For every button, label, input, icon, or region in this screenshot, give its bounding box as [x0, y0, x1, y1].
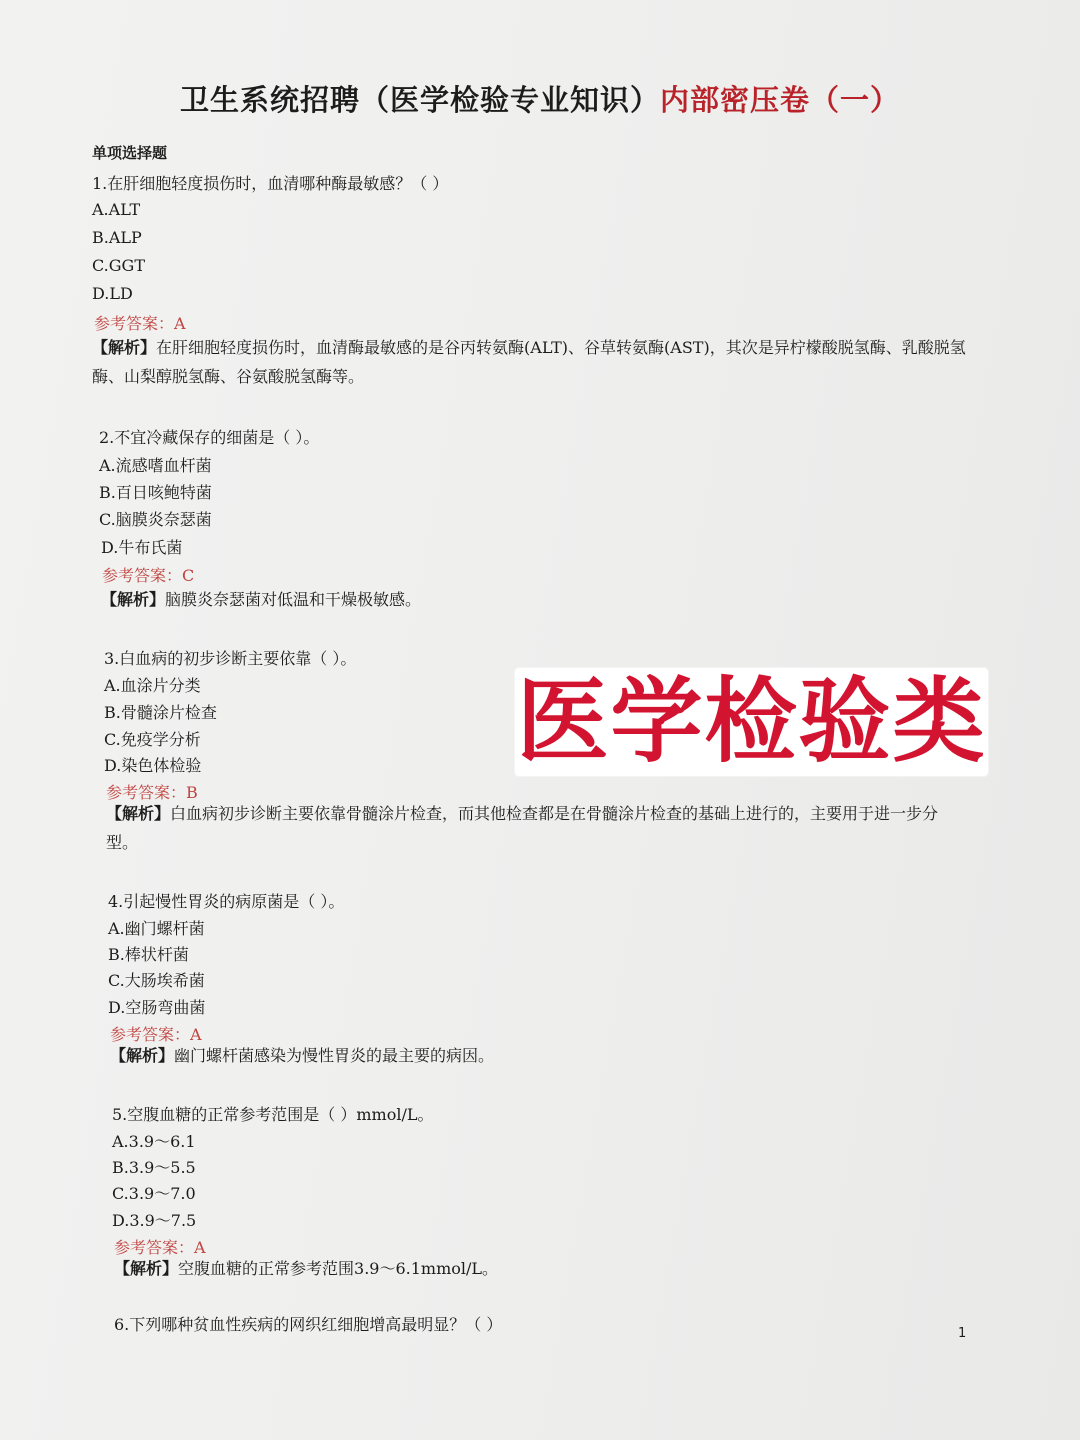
explanation-tag: 【解析】	[92, 338, 157, 357]
option: C.GGT	[92, 256, 145, 275]
explanation	[110, 1041, 950, 1070]
option: C.脑膜炎奈瑟菌	[99, 510, 212, 529]
option: C.免疫学分析	[104, 730, 201, 749]
title-highlight: 内部密压卷（一）	[660, 83, 901, 117]
option: D.3.9～7.5	[112, 1211, 197, 1230]
explanation-text: 在肝细胞轻度损伤时，血清酶最敏感的是谷丙转氨酶(ALT)、谷草转氨酶(AST)，其次是异柠檬酸脱氢酶、乳酸脱氢酶、山梨醇脱氢酶、谷氨酸脱氢酶等。	[92, 338, 966, 386]
option: D.染色体检验	[104, 756, 202, 775]
question-stem: 1.在肝细胞轻度损伤时，血清哪种酶最敏感？（ ）	[92, 174, 449, 193]
explanation-tag: 【解析】	[101, 590, 166, 609]
option: B.百日咳鲍特菌	[99, 483, 212, 502]
explanation	[114, 1254, 954, 1283]
option: A.3.9～6.1	[112, 1132, 196, 1151]
title-main: 卫生系统招聘（医学检验专业知识）	[179, 83, 660, 117]
explanation	[101, 585, 961, 614]
reference-answer: 参考答案：A	[94, 314, 186, 333]
question-stem: 5.空腹血糖的正常参考范围是（ ）mmol/L。	[112, 1105, 434, 1124]
explanation	[106, 799, 946, 857]
page-title	[0, 78, 1080, 119]
explanation-text: 脑膜炎奈瑟菌对低温和干燥极敏感。	[165, 590, 422, 609]
explanation	[92, 333, 972, 391]
option: C.3.9～7.0	[112, 1184, 196, 1203]
explanation-tag: 【解析】	[106, 804, 171, 823]
explanation-text: 空腹血糖的正常参考范围3.9～6.1mmol/L。	[178, 1259, 499, 1278]
option: A.ALT	[92, 200, 141, 219]
option: A.流感嗜血杆菌	[99, 456, 212, 475]
option: D.空肠弯曲菌	[108, 998, 206, 1017]
option: D.牛布氏菌	[101, 538, 183, 557]
option: D.LD	[92, 284, 133, 303]
explanation-tag: 【解析】	[110, 1046, 175, 1065]
option: B.棒状杆菌	[108, 945, 189, 964]
explanation-tag: 【解析】	[114, 1259, 179, 1278]
reference-answer: 参考答案：C	[102, 566, 195, 585]
explanation-text: 白血病初步诊断主要依靠骨髓涂片检查，而其他检查都是在骨髓涂片检查的基础上进行的，主要用于进一步分型。	[106, 804, 939, 852]
question-stem: 2.不宜冷藏保存的细菌是（ ）。	[99, 428, 320, 447]
reference-answer: 参考答案：B	[106, 783, 198, 802]
option: A.血涂片分类	[104, 676, 201, 695]
option: B.骨髓涂片检查	[104, 703, 217, 722]
overlay-label: 医学检验类	[516, 668, 987, 775]
page-number: 1	[958, 1326, 967, 1341]
explanation-text: 幽门螺杆菌感染为慢性胃炎的最主要的病因。	[174, 1046, 495, 1065]
question-stem: 4.引起慢性胃炎的病原菌是（ ）。	[108, 892, 345, 911]
reference-answer: 参考答案：A	[110, 1025, 202, 1044]
question-stem: 3.白血病的初步诊断主要依靠（ ）。	[104, 649, 357, 668]
option: C.大肠埃希菌	[108, 971, 205, 990]
reference-answer: 参考答案：A	[114, 1238, 206, 1257]
option: A.幽门螺杆菌	[108, 919, 205, 938]
question-stem: 6.下列哪种贫血性疾病的网织红细胞增高最明显？（ ）	[114, 1315, 503, 1334]
option: B.ALP	[92, 228, 142, 247]
option: B.3.9～5.5	[112, 1158, 196, 1177]
section-label: 单项选择题	[92, 144, 168, 162]
